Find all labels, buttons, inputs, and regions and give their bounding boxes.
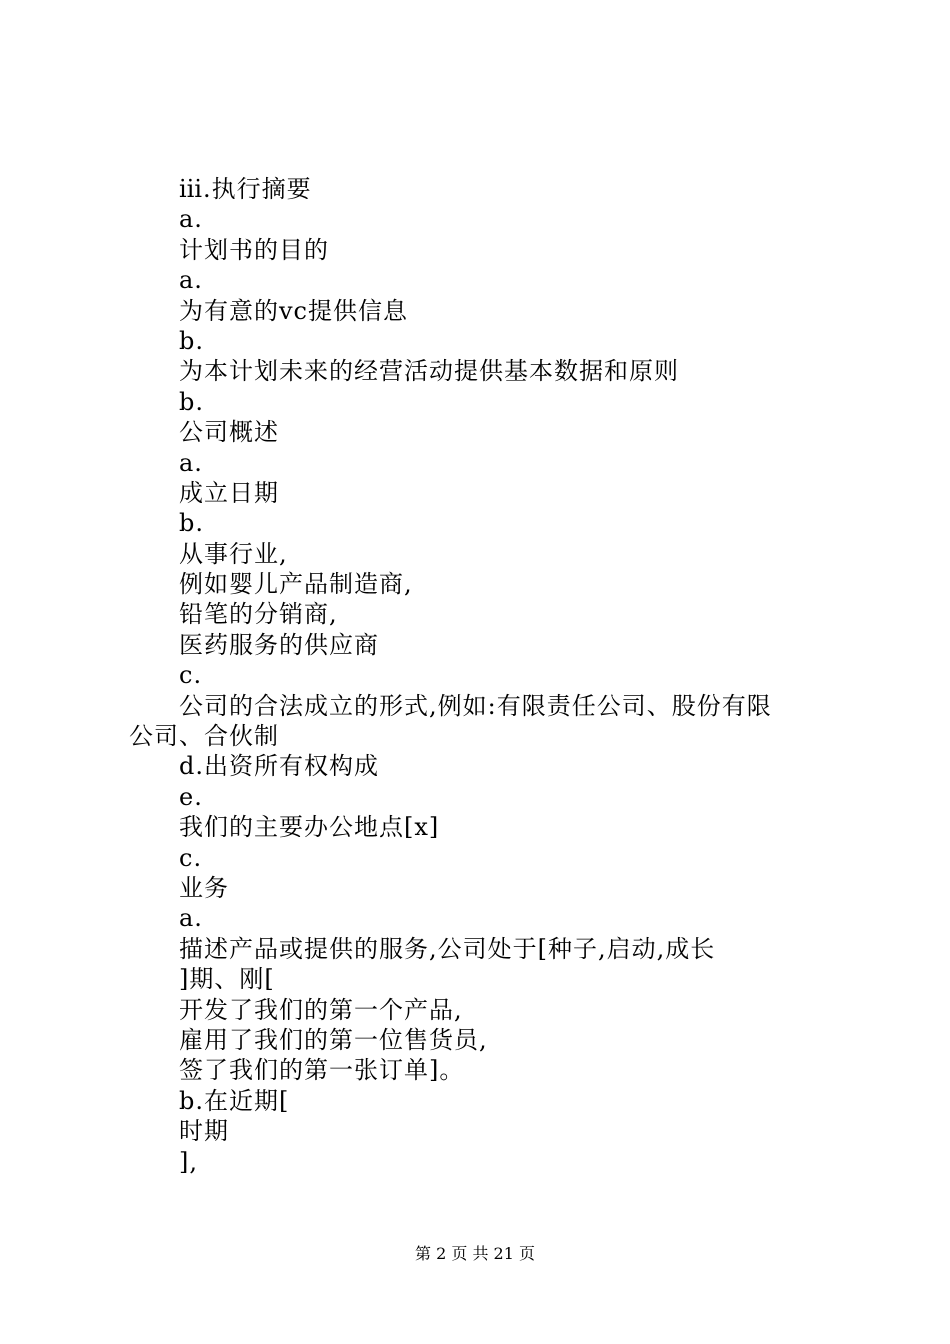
list-marker: b. [179,326,204,355]
text-line: 时期 [179,1117,229,1146]
text-line: 描述产品或提供的服务,公司处于[种子,启动,成长 [179,934,716,963]
list-marker: a. [179,205,203,234]
text-line: 计划书的目的 [179,235,329,264]
text-line: 为有意的vc提供信息 [179,296,408,325]
text-line: 我们的主要办公地点[x] [179,813,440,842]
list-marker: b. [179,387,204,416]
text-line: 雇用了我们的第一位售货员, [179,1025,488,1054]
heading-executive-summary: ⅲ.执行摘要 [179,175,312,203]
list-marker: a. [179,266,203,295]
text-line: 铅笔的分销商, [179,600,338,629]
page-number-footer: 第 2 页 共 21 页 [415,1244,535,1263]
text-line: 为本计划未来的经营活动提供基本数据和原则 [179,357,679,386]
text-line: 签了我们的第一张订单]。 [179,1056,465,1085]
list-marker: e. [179,782,203,811]
text-line: 从事行业, [179,539,288,568]
text-line-continued: 公司、合伙制 [129,722,279,751]
list-marker: b. [179,509,204,538]
text-line: d.出资所有权构成 [179,752,379,781]
text-line: 医药服务的供应商 [179,630,379,659]
document-body [0,174,950,1177]
list-marker: a. [179,904,203,933]
text-line: b.在近期[ [179,1086,290,1115]
text-line: 业务 [179,873,229,902]
list-marker: c. [179,661,203,690]
list-marker: a. [179,448,203,477]
text-line: 公司的合法成立的形式,例如:有限责任公司、股份有限 [179,691,772,720]
text-line: ], [179,1147,198,1176]
text-line: 开发了我们的第一个产品, [179,995,463,1024]
text-line: ]期、刚[ [179,965,275,994]
text-line: 公司概述 [179,418,279,447]
list-marker: c. [179,843,203,872]
text-line: 例如婴儿产品制造商, [179,570,413,599]
text-line: 成立日期 [179,478,279,507]
